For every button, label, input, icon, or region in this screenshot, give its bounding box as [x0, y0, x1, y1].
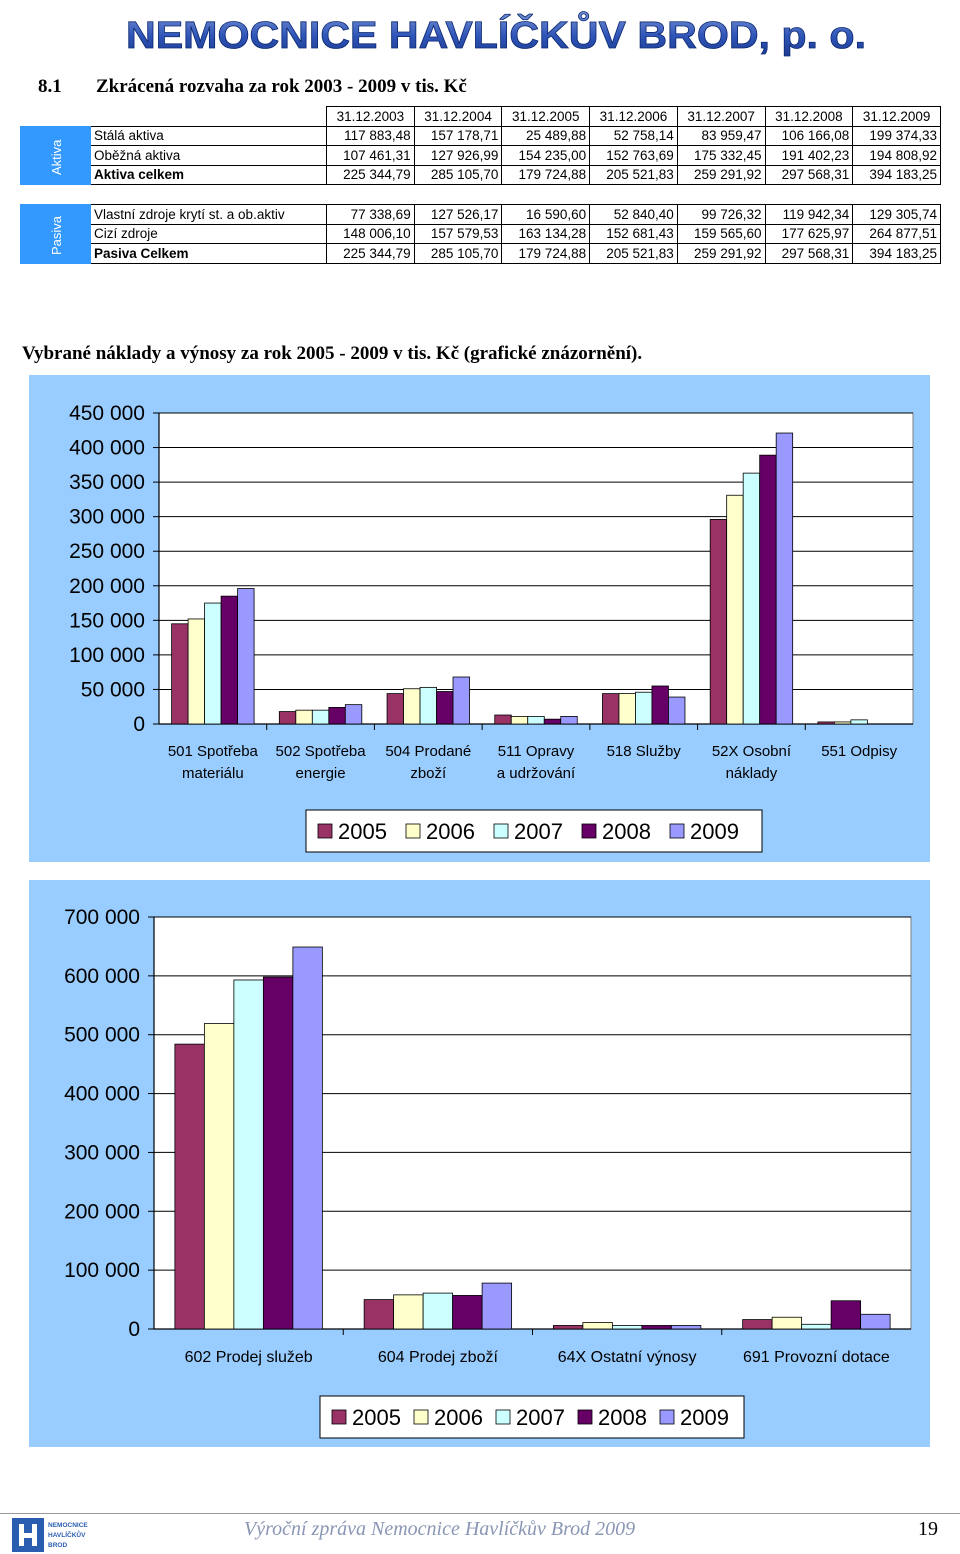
bar-2008 — [437, 692, 454, 724]
legend-swatch — [332, 1410, 346, 1424]
gap-cell — [91, 185, 327, 205]
y-tick-label: 450 000 — [69, 402, 145, 425]
legend-swatch — [414, 1410, 428, 1424]
bar-2005 — [172, 624, 189, 724]
table-cell: 285 105,70 — [414, 244, 502, 264]
table-cell: 106 166,08 — [765, 126, 853, 146]
bar-2005 — [553, 1325, 583, 1329]
bar-2006 — [583, 1323, 613, 1329]
bar-2009 — [453, 677, 470, 724]
table-cell: 117 883,48 — [327, 126, 415, 146]
bar-2007 — [528, 716, 545, 724]
bar-2008 — [544, 719, 561, 724]
legend-swatch — [318, 824, 332, 838]
bar-2005 — [602, 694, 619, 724]
category-label: materiálu — [182, 765, 244, 782]
bar-2009 — [482, 1283, 512, 1329]
legend-label: 2006 — [434, 1405, 483, 1430]
category-label: 502 Spotřeba — [275, 743, 366, 760]
gap-cell — [21, 185, 91, 205]
table-cell: 297 568,31 — [765, 165, 853, 185]
row-label: Aktiva celkem — [91, 165, 327, 185]
table-cell: 148 006,10 — [327, 224, 415, 244]
bar-2007 — [851, 720, 868, 724]
table-cell: 154 235,00 — [502, 146, 590, 166]
bar-2006 — [188, 619, 205, 724]
footer-rule — [0, 1513, 960, 1514]
legend-swatch — [578, 1410, 592, 1424]
y-tick-label: 250 000 — [69, 540, 145, 564]
category-label: 64X Ostatní výnosy — [557, 1349, 697, 1366]
bar-2007 — [234, 980, 264, 1329]
table-cell: 77 338,69 — [327, 205, 415, 225]
bar-2005 — [818, 722, 835, 724]
gap-cell — [327, 185, 415, 205]
table-cell: 99 726,32 — [677, 205, 765, 225]
bar-2008 — [453, 1295, 483, 1329]
table-gap-row — [21, 185, 941, 205]
year-header: 31.12.2009 — [853, 107, 941, 127]
category-label: 602 Prodej služeb — [184, 1349, 313, 1366]
table-cell: 152 763,69 — [590, 146, 678, 166]
y-tick-label: 50 000 — [80, 678, 145, 702]
bar-2005 — [710, 519, 727, 724]
bar-2008 — [263, 977, 293, 1329]
bar-2006 — [394, 1295, 424, 1329]
y-tick-label: 400 000 — [64, 1082, 140, 1106]
legend-label: 2008 — [598, 1405, 647, 1430]
table-cell: 285 105,70 — [414, 165, 502, 185]
table-cell: 52 840,40 — [590, 205, 678, 225]
y-tick-label: 600 000 — [64, 964, 140, 988]
bar-2009 — [776, 433, 793, 724]
aktiva-side-cell — [21, 126, 91, 185]
bar-2009 — [345, 705, 362, 724]
bar-2009 — [561, 716, 578, 724]
logo-line-2: HAVLÍČKŮV — [48, 1532, 86, 1539]
table-row — [21, 224, 941, 244]
y-tick-label: 500 000 — [64, 1023, 140, 1047]
table-cell: 205 521,83 — [590, 244, 678, 264]
table-row — [21, 244, 941, 264]
legend-label: 2005 — [352, 1405, 401, 1430]
table-cell: 127 926,99 — [414, 146, 502, 166]
bar-2009 — [671, 1325, 701, 1329]
legend-swatch — [582, 824, 596, 838]
header-banner — [120, 6, 880, 58]
category-label: 511 Opravy — [497, 743, 575, 760]
table-row — [21, 146, 941, 166]
table-row — [21, 165, 941, 185]
category-label: 504 Prodané — [385, 743, 472, 760]
bar-2005 — [175, 1044, 205, 1329]
table-cell: 16 590,60 — [502, 205, 590, 225]
bar-2007 — [802, 1324, 832, 1329]
gap-cell — [677, 185, 765, 205]
year-header: 31.12.2003 — [327, 107, 415, 127]
y-tick-label: 300 000 — [69, 505, 145, 529]
table-cell: 259 291,92 — [677, 165, 765, 185]
y-tick-label: 0 — [133, 713, 145, 736]
legend-label: 2009 — [690, 819, 739, 844]
bar-2009 — [238, 589, 255, 724]
year-header: 31.12.2007 — [677, 107, 765, 127]
legend-swatch — [660, 1410, 674, 1424]
table-cell: 52 758,14 — [590, 126, 678, 146]
table-cell: 175 332,45 — [677, 146, 765, 166]
bar-2006 — [727, 495, 744, 724]
table-cell: 83 959,47 — [677, 126, 765, 146]
table-cell: 129 305,74 — [853, 205, 941, 225]
row-label: Stálá aktiva — [91, 126, 327, 146]
row-label: Oběžná aktiva — [91, 146, 327, 166]
charts-heading: Vybrané náklady a výnosy za rok 2005 - 2009 v tis. Kč (grafické znázornění). — [22, 343, 643, 364]
category-label: 501 Spotřeba — [167, 743, 258, 760]
y-tick-label: 300 000 — [64, 1141, 140, 1165]
category-label: 604 Prodej zboží — [377, 1349, 498, 1366]
category-label: zboží — [410, 765, 447, 782]
y-tick-label: 100 000 — [64, 1259, 140, 1283]
legend-label: 2009 — [680, 1405, 729, 1430]
table-row — [21, 126, 941, 146]
table-cell: 159 565,60 — [677, 224, 765, 244]
bar-2007 — [420, 687, 437, 724]
table-cell: 119 942,34 — [765, 205, 853, 225]
bar-2007 — [635, 692, 652, 724]
category-label: 52X Osobní — [711, 743, 792, 760]
revenues-chart — [29, 880, 930, 1447]
header-spacer — [91, 107, 327, 127]
bar-2007 — [743, 473, 760, 724]
category-label: 518 Služby — [606, 743, 681, 760]
costs-chart — [29, 375, 930, 862]
bar-2008 — [831, 1301, 861, 1329]
row-label: Vlastní zdroje krytí st. a ob.aktiv — [91, 205, 327, 225]
bar-2007 — [612, 1325, 642, 1329]
table-header-row — [21, 107, 941, 127]
y-tick-label: 350 000 — [69, 471, 145, 495]
year-header: 31.12.2005 — [502, 107, 590, 127]
logo-line-1: NEMOCNICE — [48, 1522, 88, 1529]
table-cell: 264 877,51 — [853, 224, 941, 244]
table-cell: 394 183,25 — [853, 244, 941, 264]
table-cell: 191 402,23 — [765, 146, 853, 166]
table-cell: 157 579,53 — [414, 224, 502, 244]
legend-swatch — [406, 824, 420, 838]
gap-cell — [414, 185, 502, 205]
table-cell: 225 344,79 — [327, 165, 415, 185]
section-number: 8.1 — [38, 76, 62, 97]
year-header: 31.12.2004 — [414, 107, 502, 127]
table-cell: 199 374,33 — [853, 126, 941, 146]
header-spacer — [21, 107, 91, 127]
table-cell: 225 344,79 — [327, 244, 415, 264]
table-cell: 127 526,17 — [414, 205, 502, 225]
logo-line-3: BROD — [48, 1542, 68, 1549]
gap-cell — [765, 185, 853, 205]
page-number: 19 — [918, 1518, 938, 1540]
gap-cell — [590, 185, 678, 205]
section-title — [38, 76, 467, 98]
bar-2006 — [204, 1024, 234, 1329]
bar-2005 — [495, 715, 512, 724]
row-label: Pasiva Celkem — [91, 244, 327, 264]
bar-2005 — [387, 694, 404, 724]
footer-text: Výroční zpráva Nemocnice Havlíčkův Brod 2009 — [244, 1518, 636, 1540]
category-label: 691 Provozní dotace — [742, 1349, 890, 1366]
table-cell: 152 681,43 — [590, 224, 678, 244]
y-tick-label: 200 000 — [69, 574, 145, 598]
legend-swatch — [670, 824, 684, 838]
legend-label: 2006 — [426, 819, 475, 844]
bar-2009 — [668, 697, 685, 724]
bar-2006 — [834, 722, 851, 724]
table-cell: 177 625,97 — [765, 224, 853, 244]
table-cell: 259 291,92 — [677, 244, 765, 264]
bar-2009 — [861, 1314, 891, 1329]
table-cell: 205 521,83 — [590, 165, 678, 185]
pasiva-side-label: Pasiva — [49, 215, 64, 255]
legend-swatch — [496, 1410, 510, 1424]
bar-2005 — [743, 1320, 773, 1329]
bar-2005 — [279, 712, 296, 724]
bar-2006 — [619, 694, 636, 724]
hospital-logo — [10, 1518, 106, 1552]
bar-2008 — [329, 707, 346, 724]
table-cell: 179 724,88 — [502, 165, 590, 185]
legend-label: 2005 — [338, 819, 387, 844]
category-label: energie — [295, 765, 346, 782]
section-title-text: Zkrácená rozvaha za rok 2003 - 2009 v tis. Kč — [96, 76, 467, 97]
bar-2007 — [312, 710, 329, 724]
bar-2007 — [205, 603, 222, 724]
bar-2009 — [293, 947, 323, 1329]
pasiva-side-cell — [21, 205, 91, 264]
table-cell: 107 461,31 — [327, 146, 415, 166]
table-cell: 157 178,71 — [414, 126, 502, 146]
year-header: 31.12.2006 — [590, 107, 678, 127]
bar-2006 — [772, 1317, 802, 1329]
legend-label: 2007 — [516, 1405, 565, 1430]
y-tick-label: 200 000 — [64, 1200, 140, 1224]
table-cell: 163 134,28 — [502, 224, 590, 244]
table-row — [21, 205, 941, 225]
y-tick-label: 150 000 — [69, 609, 145, 633]
year-header: 31.12.2008 — [765, 107, 853, 127]
balance-table — [20, 106, 941, 264]
bar-2008 — [652, 686, 669, 724]
y-tick-label: 700 000 — [64, 906, 140, 929]
row-label: Cizí zdroje — [91, 224, 327, 244]
bar-2007 — [423, 1293, 453, 1329]
table-cell: 297 568,31 — [765, 244, 853, 264]
category-label: a udržování — [496, 765, 576, 782]
bar-2006 — [511, 716, 528, 724]
table-cell: 179 724,88 — [502, 244, 590, 264]
bar-2006 — [296, 710, 313, 724]
gap-cell — [502, 185, 590, 205]
revenues-chart-svg — [29, 880, 930, 1447]
bar-2005 — [364, 1300, 394, 1329]
gap-cell — [853, 185, 941, 205]
legend-swatch — [494, 824, 508, 838]
legend-label: 2008 — [602, 819, 651, 844]
y-tick-label: 100 000 — [69, 643, 145, 667]
bar-2008 — [221, 596, 238, 724]
category-label: 551 Odpisy — [821, 743, 898, 760]
header-title: NEMOCNICE HAVLÍČKŮV BROD, p. o. — [126, 15, 810, 57]
bar-2006 — [404, 689, 421, 724]
table-cell: 394 183,25 — [853, 165, 941, 185]
y-tick-label: 0 — [128, 1318, 140, 1341]
costs-chart-svg — [29, 375, 930, 862]
legend-label: 2007 — [514, 819, 563, 844]
bar-2008 — [760, 455, 777, 724]
bar-2008 — [642, 1325, 672, 1329]
y-tick-label: 400 000 — [69, 436, 145, 460]
table-cell: 25 489,88 — [502, 126, 590, 146]
table-cell: 194 808,92 — [853, 146, 941, 166]
plot-area — [159, 413, 913, 724]
aktiva-side-label: Aktiva — [49, 139, 64, 175]
category-label: náklady — [725, 765, 778, 782]
